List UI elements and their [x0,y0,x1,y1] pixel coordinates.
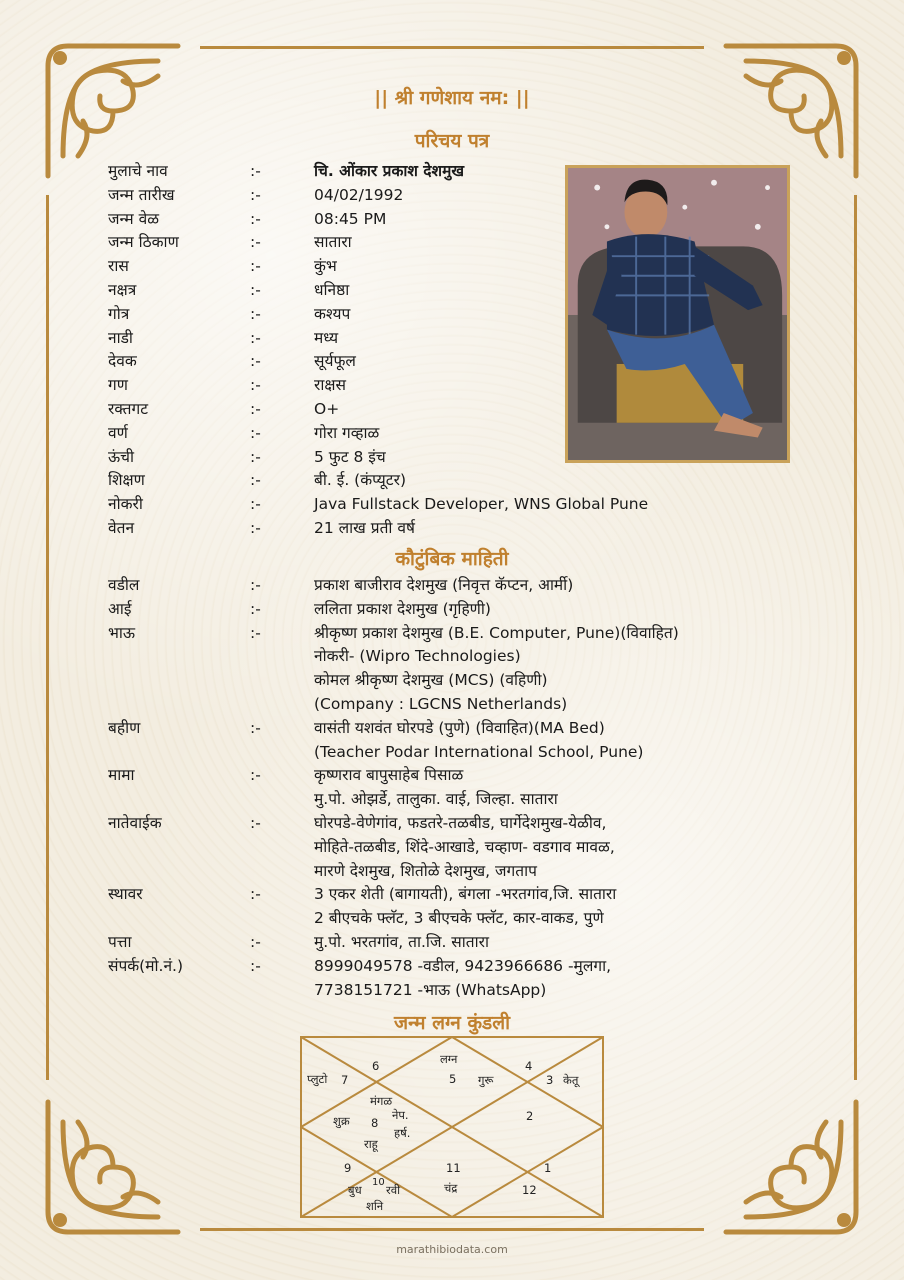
footer-site: marathibiodata.com [396,1243,508,1256]
row-separator: :- [250,718,261,737]
row-label: स्थावर [108,885,143,904]
row-value: सातारा [314,233,352,252]
row-value: सूर्यफूल [314,352,356,371]
row-value: मु.पो. ओझर्डे, तालुका. वाई, जिल्हा. सातारा [314,790,558,809]
row-value: 2 बीएचके फ्लॅट, 3 बीएचके फ्लॅट, कार-वाकड, पुणे [314,909,604,928]
row-label: गण [108,376,128,395]
row-separator: :- [250,471,261,490]
row-label: आई [108,599,132,618]
row-value: प्रकाश बाजीराव देशमुख (निवृत्त कॅप्टन, आर्मी) [314,576,574,594]
row-separator: :- [250,576,261,594]
row-separator: :- [250,599,261,618]
row-value: घोरपडे-वेणेगांव, फडतरे-तळबीड, घार्गेदेशमुख-येळीव, [314,813,607,832]
row-label: नाडी [108,328,133,347]
page-title: परिचय पत्र [414,130,490,152]
corner-ornament-bottom-right-icon [716,1092,866,1242]
corner-ornament-top-right-icon [716,36,866,186]
row-label: नक्षत्र [108,280,137,299]
row-value: श्रीकृष्ण प्रकाश देशमुख (B.E. Computer, Pune)(विवाहित) [314,623,679,642]
row-label: संपर्क(मो.नं.) [108,956,184,975]
kundli-ravi: रवी [386,1183,401,1197]
row-value: 04/02/1992 [314,185,404,204]
row-value: चि. ओंकार प्रकाश देशमुख [314,162,465,180]
row-separator: :- [250,495,261,514]
left-border-line [46,195,49,1080]
invocation-heading: || श्री गणेशाय नम: || [374,87,530,109]
kundli-house-3: 3 [546,1073,554,1087]
row-label: नातेवाईक [108,813,162,832]
row-value: ललिता प्रकाश देशमुख (गृहिणी) [314,599,491,618]
row-separator: :- [250,813,261,832]
row-value: 8999049578 -वडील, 9423966686 -मुलगा, [314,956,612,975]
row-separator: :- [250,885,261,904]
row-separator: :- [250,209,261,228]
profile-photo [565,165,790,463]
row-separator: :- [250,162,261,180]
kundli-pluto: प्लुटो [307,1072,328,1086]
row-label: नोकरी [108,495,143,514]
row-label: भाऊ [108,623,136,642]
row-label: मामा [108,766,135,785]
kundli-house-11: 11 [446,1161,461,1175]
row-separator: :- [250,185,261,204]
row-label: बहीण [108,718,141,737]
row-value: कोमल श्रीकृष्ण देशमुख (MCS) (वहिणी) [314,671,548,690]
row-value: कुंभ [314,257,337,276]
row-value: मध्य [314,328,339,347]
row-separator: :- [250,766,261,785]
row-value: 5 फुट 8 इंच [314,447,386,466]
row-label: वर्ण [108,423,128,442]
row-label: जन्म ठिकाण [108,233,179,252]
row-value: नोकरी- (Wipro Technologies) [314,647,521,666]
row-separator: :- [250,304,261,323]
row-label: गोत्र [108,304,130,323]
row-separator: :- [250,956,261,975]
kundli-shukra: शुक्र [333,1114,350,1128]
row-value: राक्षस [314,376,346,395]
row-separator: :- [250,623,261,642]
row-label: देवक [108,352,137,371]
row-label: ऊंची [108,447,135,466]
row-value: Java Fullstack Developer, WNS Global Pune [314,495,649,514]
row-value: बी. ई. (कंप्यूटर) [314,471,406,490]
family-section-title: कौटुंबिक माहिती [395,548,509,570]
row-value: (Company : LGCNS Netherlands) [314,694,568,713]
row-separator: :- [250,423,261,442]
row-separator: :- [250,233,261,252]
bottom-border-line [200,1228,704,1231]
row-value: वासंती यशवंत घोरपडे (पुणे) (विवाहित)(MA Bed) [314,718,605,737]
kundli-title: जन्म लग्न कुंडली [393,1012,511,1034]
kundli-house-2: 2 [526,1109,534,1123]
row-label: मुलाचे नाव [108,162,168,180]
row-label: वडील [108,576,140,594]
row-value: मु.पो. भरतगांव, ता.जि. सातारा [314,932,489,951]
row-separator: :- [250,399,261,418]
row-value: 3 एकर शेती (बागायती), बंगला -भरतगांव,जि. सातारा [314,885,617,904]
row-label: वेतन [108,518,135,537]
kundli-house-8: 8 [371,1116,379,1130]
kundli-house-10: 10 [372,1177,385,1188]
row-label: शिक्षण [108,471,145,490]
row-separator: :- [250,352,261,371]
kundli-chandra: चंद्र [444,1181,458,1195]
row-separator: :- [250,932,261,951]
kundli-nep: नेप. [392,1108,409,1122]
row-value: 08:45 PM [314,209,387,228]
kundli-house-1: 1 [544,1161,552,1175]
row-value: मारणे देशमुख, शितोळे देशमुख, जगताप [314,861,537,880]
row-value: कृष्णराव बापुसाहेब पिसाळ [314,766,464,785]
kundli-budh: बुध [348,1183,362,1197]
kundli-shani: शनि [366,1199,384,1213]
row-value: मोहिते-तळबीड, शिंदे-आखाडे, चव्हाण- वडगाव मावळ, [314,837,615,856]
row-value: धनिष्ठा [314,280,350,299]
row-label: रक्तगट [108,399,149,418]
row-label: पत्ता [108,932,132,951]
row-separator: :- [250,518,261,537]
kundli-mangal: मंगळ [370,1094,393,1108]
row-value: 7738151721 -भाऊ (WhatsApp) [314,980,547,999]
kundli-house-5: 5 [449,1072,457,1086]
kundli-rahu: राहू [364,1137,378,1151]
row-value: (Teacher Podar International School, Pune) [314,742,644,761]
row-value: कश्यप [314,304,351,323]
kundli-chart [300,1036,604,1218]
corner-ornament-bottom-left-icon [38,1092,188,1242]
row-separator: :- [250,280,261,299]
kundli-lagna: लग्न [440,1052,458,1066]
kundli-house-9: 9 [344,1161,352,1175]
row-separator: :- [250,447,261,466]
row-value: O+ [314,399,340,418]
top-border-line [200,46,704,49]
kundli-house-12: 12 [522,1183,537,1197]
kundli-ketu: केतू [563,1073,579,1087]
row-value: गोरा गव्हाळ [314,423,380,442]
row-separator: :- [250,257,261,276]
row-label: जन्म वेळ [108,209,160,228]
row-separator: :- [250,328,261,347]
row-label: रास [108,257,129,276]
kundli-house-6: 6 [372,1059,380,1073]
kundli-house-4: 4 [525,1059,533,1073]
row-separator: :- [250,376,261,395]
row-label: जन्म तारीख [108,185,175,204]
row-value: 21 लाख प्रती वर्ष [314,518,415,537]
kundli-house-7: 7 [341,1073,349,1087]
right-border-line [854,195,857,1080]
kundli-harsh: हर्ष. [394,1126,411,1140]
kundli-guru: गुरू [478,1073,494,1087]
